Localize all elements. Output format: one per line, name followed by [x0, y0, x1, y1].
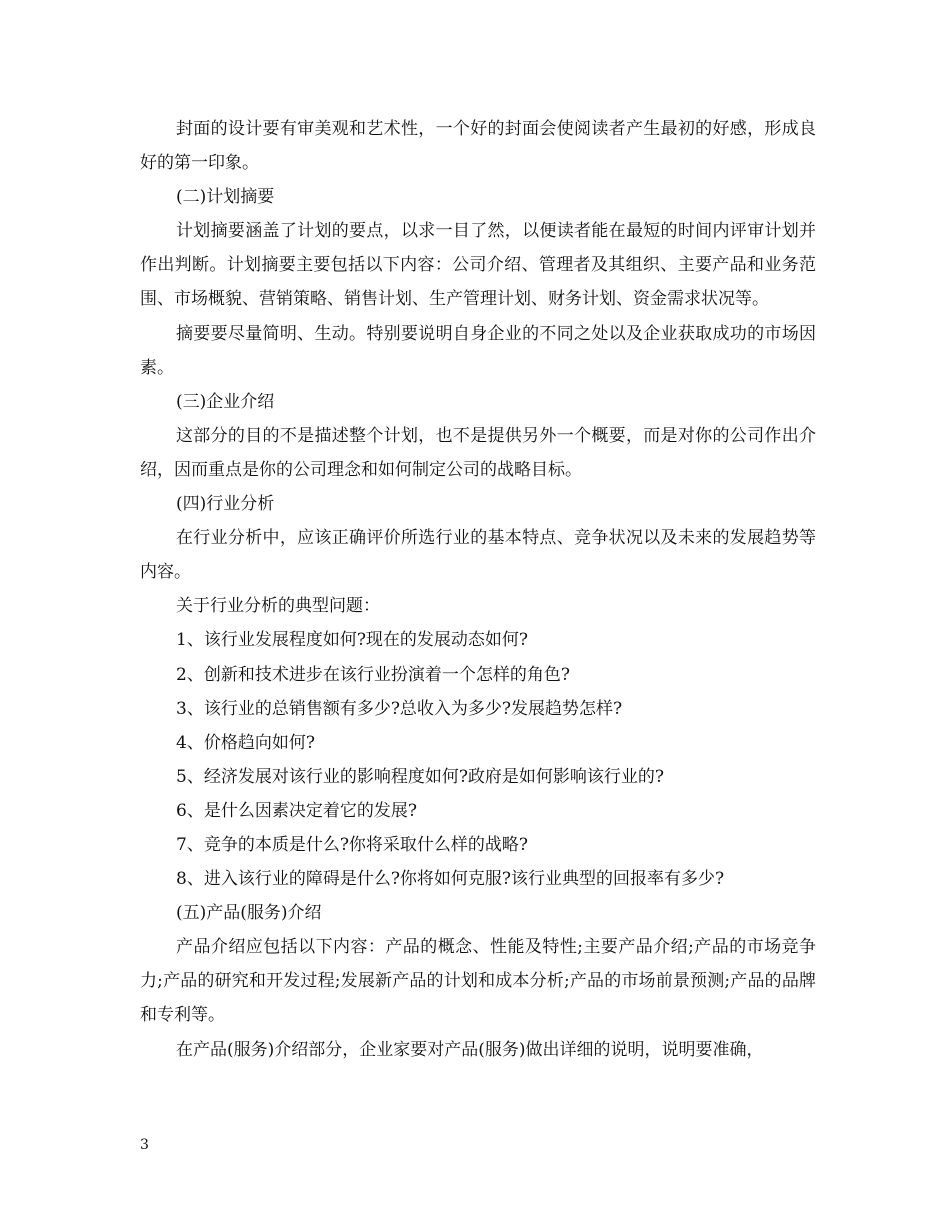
paragraph-industry-analysis: 在行业分析中，应该正确评价所选行业的基本特点、竞争状况以及未来的发展趋势等内容。	[140, 528, 816, 583]
list-item-question-5: 5、经济发展对该行业的影响程度如何?政府是如何影响该行业的?	[176, 766, 665, 787]
list-item-question-1: 1、该行业发展程度如何?现在的发展动态如何?	[176, 630, 529, 651]
list-item-question-7: 7、竞争的本质是什么?你将采取什么样的战略?	[176, 834, 529, 855]
paragraph-product-intro: 产品介绍应包括以下内容：产品的概念、性能及特性;主要产品介绍;产品的市场竞争力;产品的研究和开发过程;发展新产品的计划和成本分析;产品的市场前景预测;产品的品牌和专利等。	[140, 937, 816, 1026]
paragraph-summary-style: 摘要要尽量简明、生动。特别要说明自身企业的不同之处以及企业获取成功的市场因素。	[140, 323, 816, 378]
heading-company-intro: (三)企业介绍	[176, 391, 275, 412]
paragraph-product-detail: 在产品(服务)介绍部分，企业家要对产品(服务)做出详细的说明，说明要准确，	[176, 1039, 764, 1060]
list-item-question-6: 6、是什么因素决定着它的发展?	[176, 800, 417, 821]
list-item-question-4: 4、价格趋向如何?	[176, 732, 315, 753]
page-number: 3	[140, 1137, 149, 1153]
list-item-question-8: 8、进入该行业的障碍是什么?你将如何克服?该行业典型的回报率有多少?	[176, 869, 725, 890]
heading-product-intro: (五)产品(服务)介绍	[176, 903, 322, 924]
paragraph-plan-summary: 计划摘要涵盖了计划的要点，以求一目了然，以便读者能在最短的时间内评审计划并作出判断。计划摘要主要包括以下内容：公司介绍、管理者及其组织、主要产品和业务范围、市场概貌、营销策略、销售计划、生产管理计划、财务计划、资金需求状况等。	[140, 221, 816, 310]
heading-plan-summary: (二)计划摘要	[176, 187, 275, 208]
list-item-question-3: 3、该行业的总销售额有多少?总收入为多少?发展趋势怎样?	[176, 698, 623, 719]
paragraph-cover-design: 封面的设计要有审美观和艺术性，一个好的封面会使阅读者产生最初的好感，形成良好的第一印象。	[140, 119, 816, 174]
paragraph-typical-questions: 关于行业分析的典型问题：	[176, 596, 380, 617]
body-text	[140, 112, 816, 1067]
list-item-question-2: 2、创新和技术进步在该行业扮演着一个怎样的角色?	[176, 664, 570, 685]
paragraph-company-intro: 这部分的目的不是描述整个计划，也不是提供另外一个概要，而是对你的公司作出介绍，因而重点是你的公司理念和如何制定公司的战略目标。	[140, 425, 816, 480]
heading-industry-analysis: (四)行业分析	[176, 494, 275, 515]
